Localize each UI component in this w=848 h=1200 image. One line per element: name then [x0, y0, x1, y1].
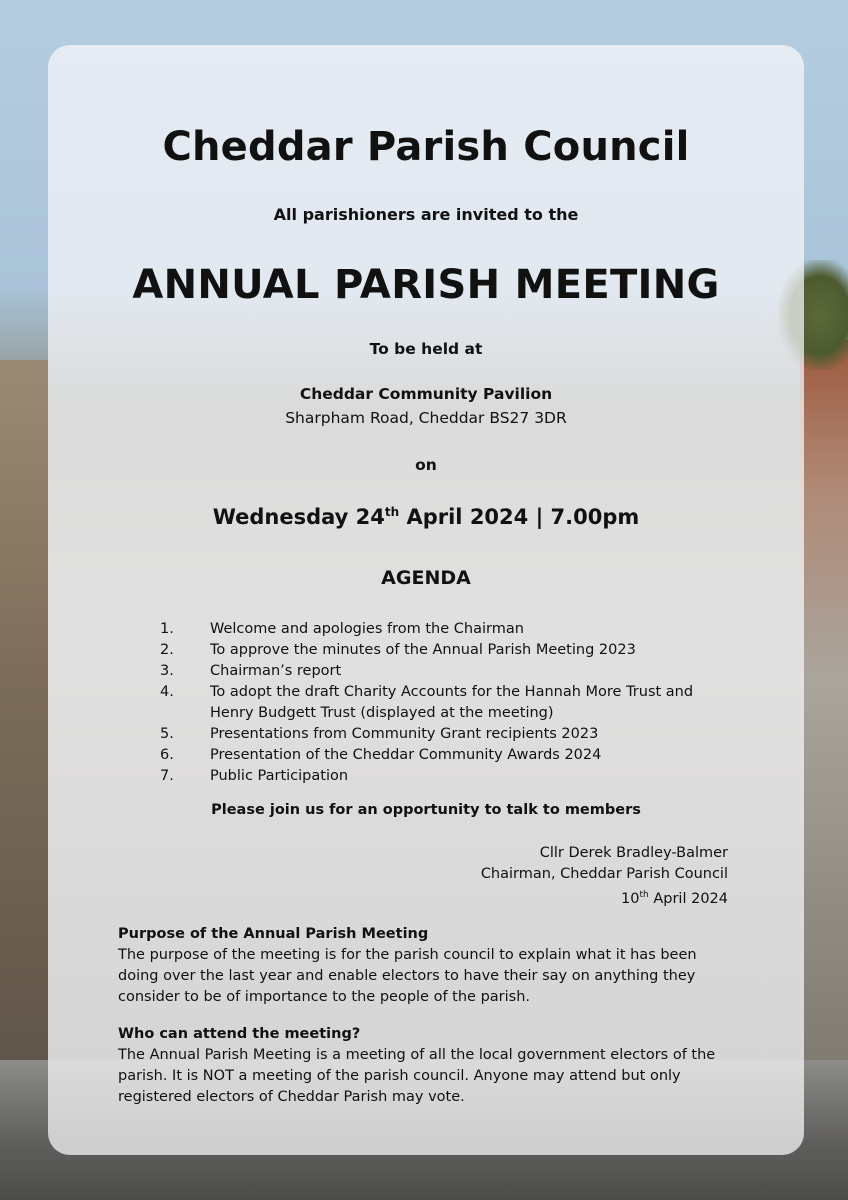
agenda-item: [160, 766, 740, 787]
signatory-role: Chairman, Cheddar Parish Council: [480, 866, 728, 882]
purpose-section: [118, 924, 738, 1008]
venue-address: Sharpham Road, Cheddar BS27 3DR: [285, 409, 567, 427]
date-rest: April 2024 | 7.00pm: [399, 505, 640, 529]
agenda-item-number: 2.: [160, 642, 174, 658]
who-can-attend-section: [118, 1024, 738, 1108]
signature-date: [481, 885, 728, 910]
agenda-item: [160, 640, 740, 661]
agenda-heading: AGENDA: [381, 567, 471, 589]
agenda-item-number: 1.: [160, 621, 174, 637]
agenda-item: [160, 661, 740, 682]
agenda-item-text: To adopt the draft Charity Accounts for the Hannah More Trust and Henry Budgett Trust (displayed at the meeting): [210, 684, 694, 721]
agenda-item-text: Welcome and apologies from the Chairman: [210, 621, 524, 637]
date-day-suffix: th: [384, 505, 400, 519]
background-building-right: [800, 340, 848, 1100]
who-can-attend-body: The Annual Parish Meeting is a meeting of all the local government electors of the parish. It is NOT a meeting of the parish council. Anyone may attend but only registered electors of Cheddar Parish may vote.: [118, 1047, 716, 1105]
venue-name: Cheddar Community Pavilion: [299, 385, 553, 403]
join-invitation: Please join us for an opportunity to talk to members: [211, 802, 641, 818]
signature-date-suffix: th: [639, 890, 649, 900]
agenda-item-text: Public Participation: [210, 768, 349, 784]
date-weekday-day: Wednesday 24: [212, 505, 385, 529]
signature-date-rest: April 2024: [648, 890, 728, 907]
agenda-item: [160, 682, 740, 724]
agenda-item: [160, 724, 740, 745]
signatory-name: Cllr Derek Bradley-Balmer: [539, 845, 728, 861]
agenda-item-number: 5.: [160, 726, 174, 742]
agenda-list: [160, 619, 740, 787]
on-label: on: [415, 456, 437, 474]
purpose-body: The purpose of the meeting is for the parish council to explain what it has been doing over the last year and enable electors to have their say on anything they consider to be of importance to the people of the parish.: [118, 947, 697, 1005]
meeting-title: ANNUAL PARISH MEETING: [132, 262, 720, 308]
who-can-attend-heading: Who can attend the meeting?: [118, 1026, 361, 1042]
signature-block: [481, 843, 728, 910]
agenda-item-text: Presentation of the Cheddar Community Awards 2024: [210, 747, 602, 763]
agenda-item-text: To approve the minutes of the Annual Parish Meeting 2023: [210, 642, 636, 658]
signature-date-day: 10: [621, 890, 640, 907]
agenda-item-number: 6.: [160, 747, 174, 763]
agenda-item-number: 3.: [160, 663, 174, 679]
agenda-item-number: 7.: [160, 768, 174, 784]
agenda-item-text: Chairman’s report: [210, 663, 342, 679]
agenda-item: [160, 745, 740, 766]
agenda-item: [160, 619, 740, 640]
held-at-label: To be held at: [369, 340, 483, 358]
invite-line: All parishioners are invited to the: [273, 205, 579, 224]
meeting-date-time: [48, 505, 804, 529]
background-building-left: [0, 360, 48, 1120]
council-title: Cheddar Parish Council: [162, 124, 690, 170]
agenda-item-number: 4.: [160, 684, 174, 700]
purpose-heading: Purpose of the Annual Parish Meeting: [118, 926, 429, 942]
agenda-item-text: Presentations from Community Grant recipients 2023: [210, 726, 599, 742]
